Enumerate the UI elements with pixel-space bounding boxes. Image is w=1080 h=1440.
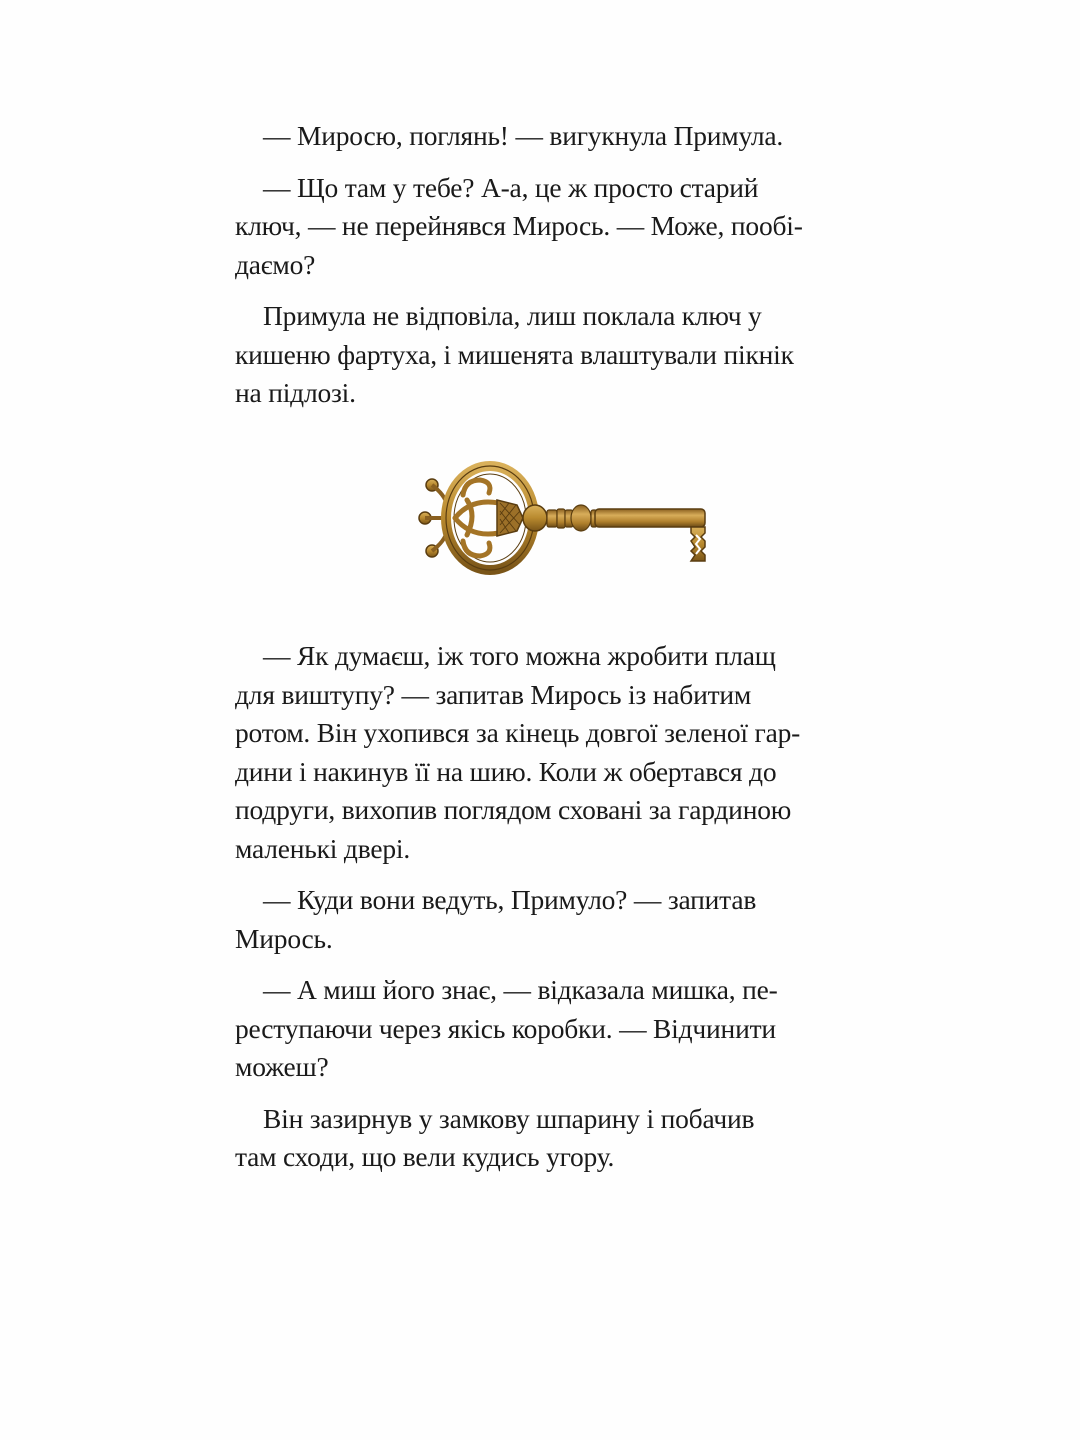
text-block-top bbox=[235, 117, 915, 426]
text-line: реступаючи через якісь коробки. — Відчинити bbox=[235, 1012, 776, 1044]
text-line: дини і накинув її на шию. Коли ж обертався до bbox=[235, 755, 777, 787]
text-line: ключ, — не перейнявся Мирось. — Може, пообі- bbox=[235, 210, 803, 241]
text-line: Примула не відповіла, лиш поклала ключ у bbox=[263, 300, 762, 331]
text-line: на підлозі. bbox=[235, 377, 356, 408]
text-line: можеш? bbox=[235, 1051, 329, 1082]
paragraph-mouse-knows bbox=[235, 971, 915, 1087]
paragraph-cloak bbox=[235, 637, 915, 868]
paragraph-keyhole bbox=[235, 1100, 915, 1177]
text-line: ротом. Він ухопився за кінець довгої зеленої гар- bbox=[235, 717, 801, 748]
paragraph-old-key bbox=[235, 169, 915, 285]
text-line: Він зазирнув у замкову шпарину і побачив bbox=[263, 1102, 755, 1134]
text-line: — Що там у тебе? А-а, це ж просто старий bbox=[263, 171, 759, 203]
text-line: даємо? bbox=[235, 248, 316, 280]
text-line: Мирось. bbox=[235, 922, 333, 954]
text-block-bottom bbox=[235, 637, 915, 1190]
text-line: подруги, вихопив поглядом сховані за гардиною bbox=[235, 794, 792, 825]
paragraph-where-lead bbox=[235, 881, 915, 958]
text-line: — Миросю, поглянь! — вигукнула Примула. bbox=[263, 120, 784, 151]
text-line: кишеню фартуха, і мишенята влаштували пікнік bbox=[235, 338, 794, 370]
text-line: — Куди вони ведуть, Примуло? — запитав bbox=[263, 884, 757, 915]
paragraph-exclamation bbox=[235, 117, 915, 156]
text-line: маленькі двері. bbox=[235, 832, 411, 864]
text-line: для виштупу? — запитав Мирось із набитим bbox=[235, 678, 752, 710]
text-line: — А миш його знає, — відказала мишка, пе- bbox=[263, 974, 778, 1005]
text-line: там сходи, що вели кудись угору. bbox=[235, 1141, 615, 1172]
antique-key-icon bbox=[405, 455, 715, 585]
text-line: — Як думаєш, іж того можна жробити плащ bbox=[263, 640, 776, 671]
paragraph-picnic bbox=[235, 297, 915, 413]
